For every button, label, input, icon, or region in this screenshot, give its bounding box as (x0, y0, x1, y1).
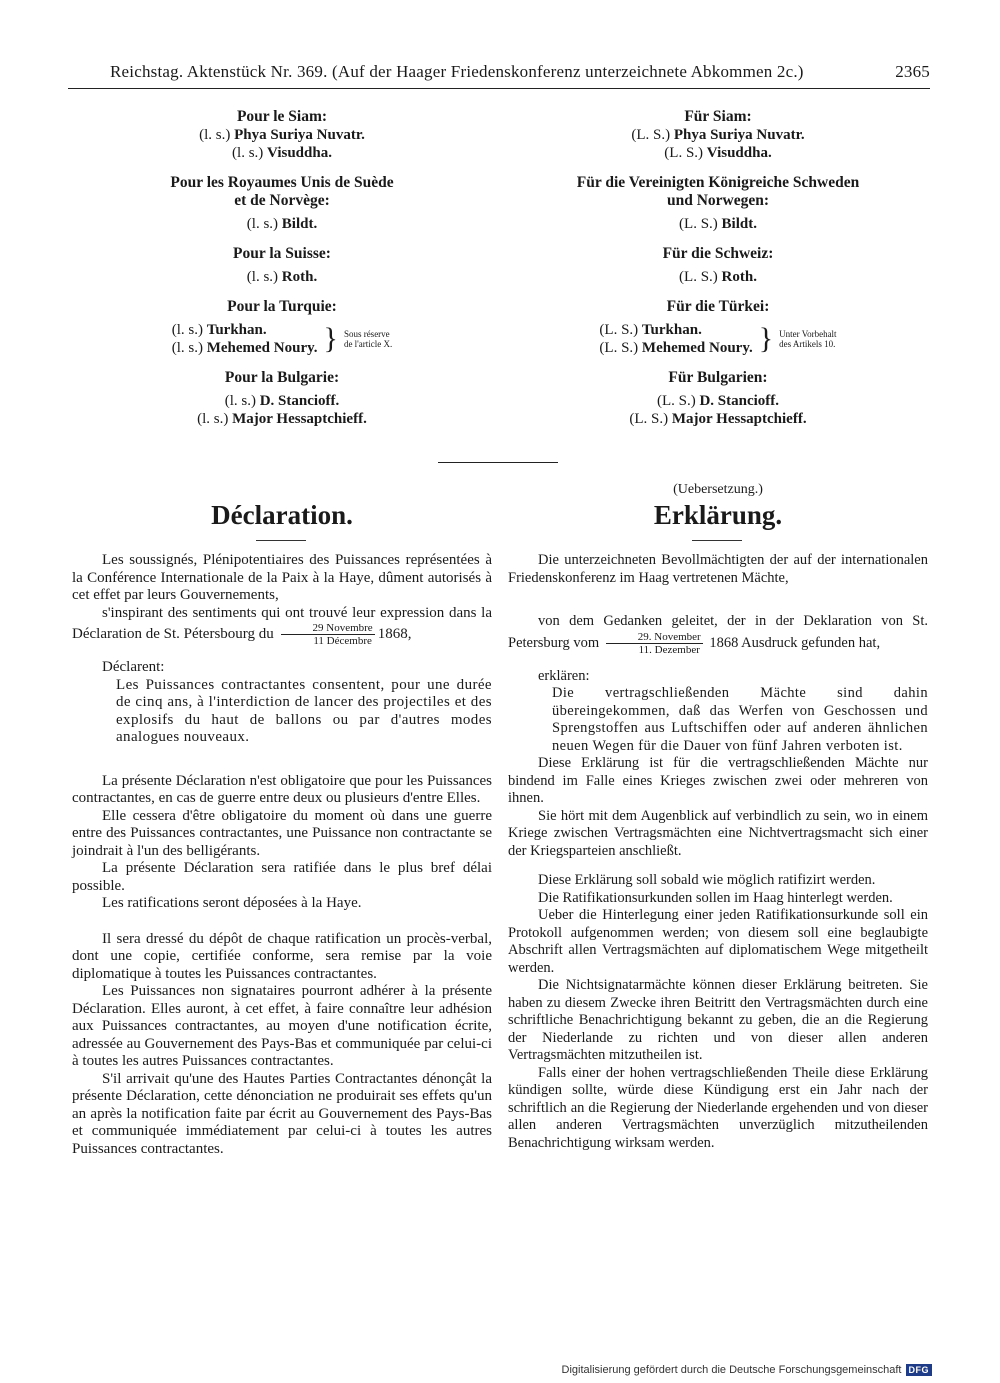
signatory: (L. S.) Turkhan. (599, 322, 702, 338)
signatory: (l. s.) D. Stancioff. (224, 393, 340, 409)
paragraph: Die unterzeichneten Bevollmächtigten der auf der internationalen Friedenskonferenz im Haag vertretenen Mächte, (508, 552, 928, 586)
section-divider (438, 462, 558, 463)
signatory: (L. S.) Bildt. (679, 216, 757, 232)
date-fraction: $\frac{\text{29. November}}{\text{11. Dezember}}$ (606, 631, 703, 656)
paragraph: von dem Gedanken geleitet, der in der Deklaration von St. Petersburg vom $\frac{\text{29. November}}{\text{11. Dezember}}$ 1868 Ausdruck gefunden hat, (508, 613, 928, 656)
reservation-note: Unter Vorbehalt des Artikels 10. (779, 329, 837, 349)
paragraph: Elle cessera d'être obligatoire du moment où dans une guerre entre des Puissances contractantes, une Puissance non contractante se joindrait à l'un des belligérants. (72, 807, 492, 859)
heading-suisse: Pour la Suisse: (233, 245, 331, 262)
signatures-french (72, 108, 492, 440)
signatory: (l. s.) Roth. (246, 269, 318, 285)
signatory: (l. s.) Bildt. (246, 216, 318, 232)
signature-siam (72, 108, 492, 162)
signatory: (l. s.) Visuddha. (232, 145, 332, 161)
signatory: (l. s.) Phya Suriya Nuvatr. (199, 127, 365, 143)
signature-suisse (72, 245, 492, 286)
heading-suisse: Für die Schweiz: (662, 245, 774, 262)
heading-siam: Pour le Siam: (236, 108, 328, 125)
paragraph: s'inspirant des sentiments qui ont trouvé leur expression dans la Déclaration de St. Pétersbourg du $\frac{\text{29 Novembre}}{\text{11 Décembre}}$ 1868, (72, 604, 492, 647)
paragraph: Diese Erklärung ist für die vertragschließenden Mächte nur bindend im Falle eines Krieges zwischen zwei oder mehreren von ihnen. (508, 755, 928, 806)
signatory: (l. s.) Turkhan. (171, 322, 267, 338)
signature-turquie (508, 298, 928, 357)
paragraph: Il sera dressé du dépôt de chaque ratification un procès-verbal, dont une copie, certifiée conforme, sera remise par la voie diplomatique à toutes les Puissances contractantes. (72, 930, 492, 982)
declaration-body-de (508, 552, 928, 1152)
heading-sweden: Pour les Royaumes Unis de Suède (170, 174, 394, 191)
translation-note: (Uebersetzung.) (673, 482, 763, 497)
signature-suisse (508, 245, 928, 286)
brace-icon: } (323, 322, 338, 355)
heading-norway: et de Norvège: (234, 192, 330, 209)
heading-turquie: Pour la Turquie: (227, 298, 337, 315)
paragraph: Sie hört mit dem Augenblick auf verbindlich zu sein, wo in einem Kriege zwischen Vertragsmächten eine Nichtvertragsmacht sich einer der Kriegsparteien anschließt. (508, 807, 928, 859)
date-fraction: $\frac{\text{29 Novembre}}{\text{11 Décembre}}$ (281, 622, 375, 647)
brace-icon: } (758, 322, 774, 355)
signatory: (L. S.) Mehemed Noury. (599, 340, 753, 356)
heading-norway: und Norwegen: (666, 192, 770, 209)
signature-sweden-norway (508, 174, 928, 233)
declaration-title-de: Erklärung. (653, 500, 783, 530)
signature-bulgarie (508, 369, 928, 428)
heading-bulgarie: Für Bulgarien: (668, 369, 768, 386)
paragraph: erklären: (538, 667, 590, 684)
paragraph: Die Nichtsignatarmächte können dieser Erklärung beitreten. Sie haben zu diesem Zwecke ihren Beitritt den Vertragsmächten durch eine schriftliche Benachrichtigung bekannt zu geben, die an die Regierung der Niederlande zu richten und von dieser allen anderen Vertragsmächten mitzutheilen ist. (508, 977, 928, 1063)
digitization-credit: Digitalisierung gefördert durch die Deutsche Forschungsgemeinschaft DFG (562, 1364, 932, 1376)
paragraph: Les ratifications seront déposées à la Haye. (102, 895, 362, 911)
signatory: (l. s.) Mehemed Noury. (171, 340, 318, 356)
paragraph: S'il arrivait qu'une des Hautes Parties Contractantes dénonçât la présente Déclaration, cette dénonciation ne produirait ses effets qu'un an après la notification faite par écrit au Gouvernement des Pays-Bas et communiquée immédiatement par celui-ci à toutes les autres Puissances contractantes. (72, 1070, 492, 1157)
heading-bulgarie: Pour la Bulgarie: (224, 369, 340, 386)
paragraph: Les soussignés, Plénipotentiaires des Puissances représentées à la Conférence Internationale de la Paix à la Haye, dûment autorisés à cet effet par leurs Gouvernements, (72, 552, 492, 603)
page-header (110, 62, 930, 82)
header-rule (68, 88, 930, 89)
declaration-title-fr: Déclaration. (211, 500, 353, 530)
title-rule (692, 540, 742, 541)
signature-turquie (72, 298, 492, 357)
signatory: (L. S.) Major Hessaptchieff. (629, 411, 807, 427)
paragraph: Les Puissances non signataires pourront adhérer à la présente Déclaration. Elles auront, à cet effet, à faire connaître leur adhésion aux Puissances contractantes, au moyen d'une notification écrite, adressée au Gouvernement des Pays-Bas et communiquée par celui-ci à toutes les autres Puissances contractantes. (72, 983, 492, 1069)
heading-turquie: Für die Türkei: (666, 298, 770, 315)
declaration-clause: Die vertragschließenden Mächte sind dahin übereingekommen, daß das Werfen von Geschossen und Sprengstoffen aus Luftschiffen oder auf anderen ähnlichen neuen Wegen für die Dauer von fünf Jahren verboten ist. (552, 685, 928, 754)
page-number: 2365 (895, 62, 930, 81)
running-title: Reichstag. Aktenstück Nr. 369. (Auf der Haager Friedenskonferenz unterzeichnete Abkommen 2c.) (110, 62, 804, 81)
signatory: (L. S.) Roth. (679, 269, 757, 285)
signatures-german (508, 108, 928, 440)
signature-siam (508, 108, 928, 162)
heading-siam: Für Siam: (684, 108, 752, 125)
paragraph: Déclarent: (102, 659, 165, 675)
signatory: (l. s.) Major Hessaptchieff. (197, 411, 367, 427)
signature-bulgarie (72, 369, 492, 428)
reservation-note: Sous réserve de l'article X. (343, 329, 393, 349)
signatory: (L. S.) D. Stancioff. (656, 393, 780, 409)
dfg-logo-icon: DFG (906, 1364, 933, 1376)
declaration-body-fr (72, 552, 492, 1158)
paragraph: Diese Erklärung soll sobald wie möglich ratifizirt werden. (538, 872, 876, 888)
signature-sweden-norway (72, 174, 492, 233)
paragraph: Falls einer der hohen vertragschließenden Theile diese Erklärung kündigen sollte, würde diese Kündigung erst ein Jahr nach der schriftlich an die Regierung der Niederlande ergehenden und von dieser allen anderen Vertragsmächten unverzüglich mitzutheilenden Benachrichtigung wirksam werden. (508, 1064, 928, 1151)
signatory: (L. S.) Visuddha. (664, 145, 772, 161)
paragraph: Die Ratifikationsurkunden sollen im Haag hinterlegt werden. (538, 889, 893, 906)
paragraph: Ueber die Hinterlegung einer jeden Ratifikationsurkunde soll ein Protokoll aufgenommen werden; von diesem soll eine beglaubigte Abschrift allen Vertragsmächten auf diplomatischem Wege mitgetheilt werden. (508, 907, 928, 976)
heading-sweden: Für die Vereinigten Königreiche Schweden (576, 174, 860, 191)
title-rule (256, 540, 306, 541)
paragraph: La présente Déclaration n'est obligatoire que pour les Puissances contractantes, en cas de guerre entre deux ou plusieurs d'entre Elles. (72, 772, 492, 806)
declaration-clause: Les Puissances contractantes consentent, pour une durée de cinq ans, à l'interdiction de lancer des projectiles et des explosifs du haut de ballons ou par d'autres modes analogues nouveaux. (116, 676, 492, 745)
paragraph: La présente Déclaration sera ratifiée dans le plus bref délai possible. (72, 860, 492, 894)
signatory: (L. S.) Phya Suriya Nuvatr. (631, 127, 805, 143)
